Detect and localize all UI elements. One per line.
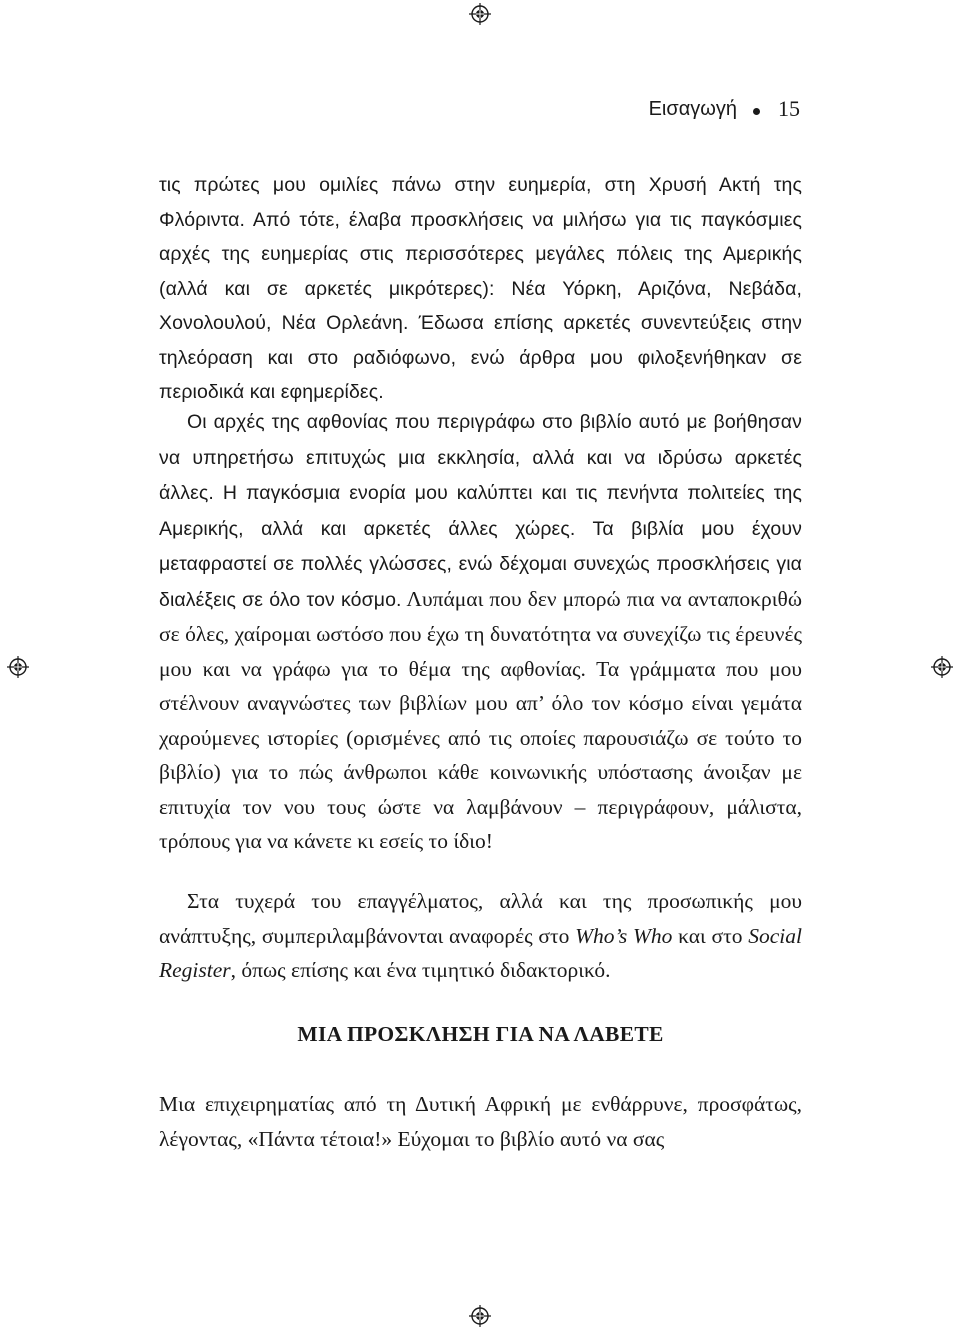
registration-mark-icon [469,3,491,25]
paragraph-text: Στα τυχερά του επαγγέλματος, αλλά και της προσωπικής μου ανάπτυξης, συμπεριλαμβάνονται αναφορές στο [159,889,802,948]
publication-title: Who’s Who [575,923,673,948]
running-header [649,96,800,122]
registration-mark-icon [7,656,29,678]
registration-mark-icon [469,1305,491,1327]
paragraph-text: τις πρώτες μου ομιλίες πάνω στην ευημερία, στη Χρυσή Ακτή της Φλόριντα. Από τότε, έλαβα προσκλήσεις να μιλήσω για τις παγκόσμιες αρχές της ευημερίας στις περισσότερες μεγάλες πόλεις της Αμερικής (αλλά και σε αρκετές μικρότερες): Νέα Υόρκη, Αριζόνα, Νεβάδα, Χονολουλού, Νέα Ορλεάνη. Έδωσα επίσης αρκετές συνεντεύξεις στην τηλεόραση και στο ραδιόφωνο, ενώ άρθρα μου φιλοξενήθηκαν σε περιοδικά και εφημερίδες. [159,174,802,403]
paragraph-text-sans: Οι αρχές της αφθονίας που περιγράφω στο βιβλίο αυτό με βοήθησαν να υπηρετήσω επιτυχώς μια εκκλησία, αλλά και να ιδρύσω αρκετές άλλες. Η παγκόσμια ενορία μου καλύπτει και τις πενήντα πολιτείες της Αμερικής, αλλά και αρκετές άλλες χώρες. Τα βιβλία μου έχουν μεταφραστεί σε πολλές γλώσσες, ενώ δέχομαι συνεχώς προσκλήσεις για διαλέξεις σε όλο τον κόσμο. [159,411,802,611]
paragraph-text: , όπως επίσης και ένα τιμητικό διδακτορικό. [230,958,611,982]
paragraph-text: και στο [672,923,749,948]
paragraph-text-serif: Λυπάμαι που δεν μπορώ πια να ανταποκριθώ σε όλες, χαίρομαι ωστόσο που έχω τη δυνατότητα να συνεχίζω τις έρευνές μου και να γράφω για το θέμα της αφθονίας. Τα γράμματα που μου στέλνουν αναγνώστες των βιβλίων μου απ’ όλο τον κόσμο είναι γεμάτα χαρούμενες ιστορίες (ορισμένες από τις οποίες παρουσιάζω σε τούτο το βιβλίο) για το πώς άνθρωποι κάθε κοινωνικής υπόστασης άνοιξαν με επιτυχία τον νου τους ώστε να λαμβάνουν – περιγράφουν, μάλιστα, τρόπους για να κάνετε κι εσείς το ίδιο! [159,586,802,853]
page-number: 15 [778,96,800,121]
bullet-separator-icon [753,108,760,115]
body-paragraph [159,404,802,859]
publication-title: Social Register [159,923,802,982]
chapter-title: Εισαγωγή [648,97,737,120]
section-heading: ΜΙΑ ΠΡΟΣΚΛΗΣΗ ΓΙΑ ΝΑ ΛΑΒΕΤΕ [297,1022,664,1046]
body-paragraph [159,168,802,410]
body-paragraph [159,884,802,988]
paragraph-text: Μια επιχειρηματίας από τη Δυτική Αφρική με ενθάρρυνε, προσφάτως, λέγοντας, «Πάντα τέτοια!» Εύχομαι το βιβλίο αυτό να σας [159,1092,802,1151]
registration-mark-icon [931,656,953,678]
body-paragraph [159,1087,802,1156]
